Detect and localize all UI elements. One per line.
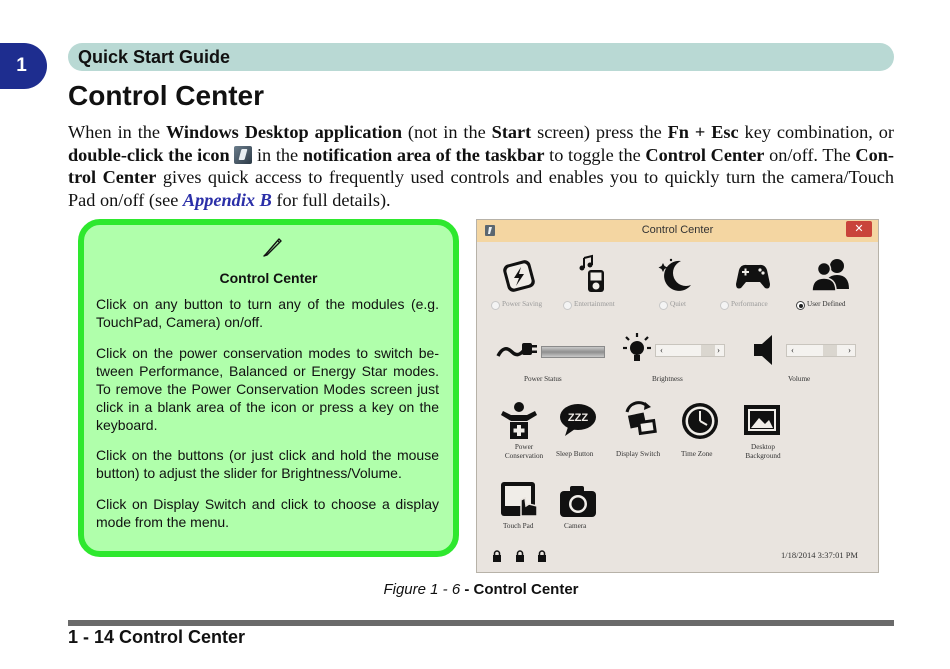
- intro-paragraph: [68, 121, 894, 211]
- intro-text: in the: [252, 144, 303, 165]
- intro-text: for full details).: [271, 189, 391, 210]
- quiet-radio[interactable]: [659, 301, 668, 310]
- intro-text: When in the: [68, 122, 166, 142]
- note-title: Control Center: [219, 270, 318, 286]
- window-title: Control Center: [641, 224, 714, 236]
- button-label: Power Conservation: [504, 443, 544, 460]
- brightness-slider[interactable]: [655, 344, 725, 357]
- intro-text: (not in the: [401, 122, 492, 142]
- intro-bold: Fn + Esc: [667, 122, 739, 142]
- user-defined-icon[interactable]: [811, 255, 851, 295]
- intro-bold: Windows Desktop application: [165, 122, 402, 142]
- button-label: Display Switch: [616, 450, 661, 458]
- camera-icon[interactable]: [558, 482, 598, 522]
- button-label: Camera: [564, 522, 587, 530]
- volume-thumb[interactable]: [823, 345, 837, 356]
- mode-label: User Defined: [807, 300, 846, 308]
- power-conservation-icon[interactable]: [499, 401, 539, 441]
- figure-title: - Control Center: [460, 581, 579, 598]
- button-label: Time Zone: [681, 450, 713, 458]
- power-saving-icon[interactable]: [499, 256, 539, 296]
- intro-bold: Control Center: [645, 144, 765, 165]
- performance-icon[interactable]: [733, 256, 773, 296]
- brightness-decrease[interactable]: ‹: [660, 345, 663, 355]
- control-center-tray-icon: [234, 146, 252, 164]
- appendix-b-link[interactable]: Appendix B: [182, 189, 272, 210]
- mode-label: Entertainment: [574, 300, 615, 308]
- sleep-text: ZZZ: [567, 412, 589, 424]
- touch-pad-icon[interactable]: [499, 480, 539, 520]
- brightness-increase[interactable]: ›: [717, 345, 720, 355]
- volume-label: Volume: [788, 375, 811, 383]
- note-paragraph: Click on the power conservation modes to switch be-tween Performance, Balanced or Energy Star modes. To remove the Power Conservation Modes screen just click in a blank area of the icon or press a key on the keyboard.: [96, 345, 439, 433]
- entertainment-icon[interactable]: [574, 254, 614, 294]
- intro-text: to toggle the: [544, 144, 646, 165]
- mode-label: Quiet: [670, 300, 686, 308]
- scroll-lock-icon: [537, 550, 547, 562]
- button-label: Touch Pad: [503, 522, 534, 530]
- desktop-background-icon[interactable]: [742, 401, 782, 441]
- volume-decrease[interactable]: ‹: [791, 345, 794, 355]
- button-label: Sleep Button: [556, 450, 594, 458]
- intro-text: gives quick access to frequently used controls and enables you to quickly turn the camera/Touch Pad on/off (see: [68, 167, 894, 210]
- page-title: Control Center: [68, 80, 264, 111]
- quiet-icon[interactable]: [655, 255, 695, 295]
- intro-text: on/off. The: [764, 144, 856, 165]
- brightness-icon: [617, 330, 657, 370]
- brightness-thumb[interactable]: [701, 345, 715, 356]
- caps-lock-icon: [492, 550, 502, 562]
- figure-number: Figure 1 - 6: [383, 581, 461, 598]
- mode-label: Performance: [731, 300, 768, 308]
- intro-text: key combination, or: [738, 122, 894, 142]
- guide-title: Quick Start Guide: [78, 47, 231, 67]
- chapter-number: 1: [16, 55, 27, 76]
- note-paragraph: Click on any button to turn any of the modules (e.g. TouchPad, Camera) on/off.: [96, 296, 439, 330]
- power-saving-radio[interactable]: [491, 301, 500, 310]
- footer-rule: [68, 620, 894, 626]
- entertainment-radio[interactable]: [563, 301, 572, 310]
- window-titlebar: [477, 220, 878, 242]
- note-box: [78, 219, 459, 557]
- figure-caption: [0, 581, 950, 598]
- power-status-label: Power Status: [524, 375, 562, 383]
- timestamp: 1/18/2014 3:37:01 PM: [781, 550, 858, 560]
- chapter-tab: [0, 43, 47, 89]
- intro-bold: double-click the icon: [68, 144, 230, 165]
- power-plug-icon: [494, 330, 538, 370]
- guide-header-bar: [68, 43, 894, 71]
- pencil-icon: [261, 237, 285, 257]
- brightness-label: Brightness: [652, 375, 683, 383]
- volume-slider[interactable]: [786, 344, 856, 357]
- display-switch-icon[interactable]: [621, 400, 661, 440]
- note-paragraph: Click on Display Switch and click to choose a display mode from the menu.: [96, 496, 439, 530]
- note-paragraph: Click on the buttons (or just click and hold the mouse button) to adjust the slider for Brightness/Volume.: [96, 447, 439, 481]
- volume-icon: [748, 330, 788, 370]
- footer-page-label: 1 - 14 Control Center: [68, 627, 246, 647]
- button-label: Desktop Background: [745, 443, 781, 460]
- intro-text: screen) press the: [531, 122, 668, 142]
- user-defined-radio[interactable]: [796, 301, 805, 310]
- intro-bold: notification area of the taskbar: [302, 144, 545, 165]
- close-button[interactable]: ✕: [846, 221, 872, 237]
- intro-bold: Con-trol Center: [68, 144, 895, 187]
- volume-increase[interactable]: ›: [848, 345, 851, 355]
- performance-radio[interactable]: [720, 301, 729, 310]
- power-status-bar: [541, 346, 605, 358]
- time-zone-icon[interactable]: [680, 401, 720, 441]
- sleep-button-icon[interactable]: [558, 400, 598, 440]
- num-lock-icon: [515, 550, 525, 562]
- intro-bold: Start: [491, 122, 532, 142]
- mode-label: Power Saving: [502, 300, 543, 308]
